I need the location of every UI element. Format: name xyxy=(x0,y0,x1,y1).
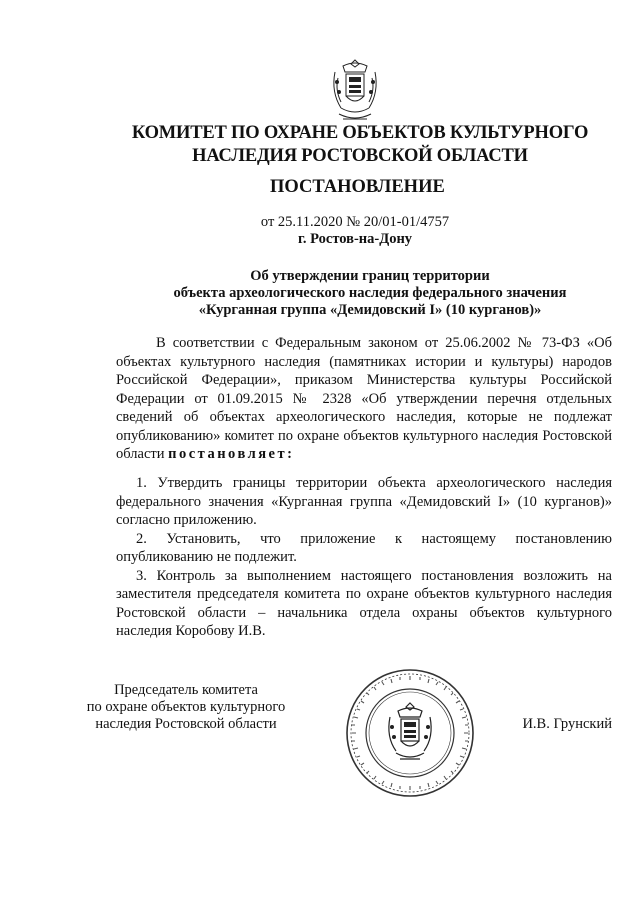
preamble-paragraph xyxy=(116,334,612,464)
resolves-word: постановляет: xyxy=(168,446,295,462)
signer-position-line1: Председатель комитета xyxy=(114,682,258,698)
document-number: от 25.11.2020 № 20/01-01/4757 xyxy=(260,214,450,230)
coat-of-arms-icon xyxy=(329,58,381,124)
subject-line3: «Курганная группа «Демидовский I» (10 курганов)» xyxy=(198,302,542,318)
document-type: ПОСТАНОВЛЕНИЕ xyxy=(270,177,445,197)
resolution-item-3: 3. Контроль за выполнением настоящего постановления возложить на заместителя председателя комитета по охране объектов культурного наследия Ростовской области – начальника отдела охраны объектов культурного наследия Коробову И.В. xyxy=(116,567,612,639)
committee-name xyxy=(130,122,590,168)
subject-line1: Об утверждении границ территории xyxy=(250,268,490,284)
signer-position-line3: наследия Ростовской области xyxy=(95,716,277,732)
preamble-text: В соответствии с Федеральным законом от 25.06.2002 № 73-ФЗ «Об объектах культурного наследия (памятниках истории и культуры) народов Российской Федерации», приказом Министерства культуры Российской Федерации от 01.09.2015 № 2328 «Об утверждении перечня отдельных сведений об объектах археологического наследия, которые не подлежат опубликованию» комитет по охране объектов культурного наследия Ростовской области xyxy=(116,335,612,462)
committee-name-line1: КОМИТЕТ ПО ОХРАНЕ ОБЪЕКТОВ КУЛЬТУРНОГО xyxy=(131,123,589,143)
document-subject xyxy=(120,268,620,319)
signer-name: И.В. Грунский xyxy=(522,716,612,732)
resolution-item-2: 2. Установить, что приложение к настоящему постановлению опубликованию не подлежит. xyxy=(116,530,612,565)
official-seal-icon xyxy=(344,667,476,799)
signer-position-line2: по охране объектов культурного xyxy=(86,699,286,715)
signer-position xyxy=(76,682,296,733)
resolution-items xyxy=(116,474,612,641)
resolution-item-1: 1. Утвердить границы территории объекта археологического наследия федерального значения «Курганная группа «Демидовский I» (10 курганов)» согласно приложению. xyxy=(116,475,612,528)
subject-line2: объекта археологического наследия федерального значения xyxy=(173,285,567,301)
committee-name-line2: НАСЛЕДИЯ РОСТОВСКОЙ ОБЛАСТИ xyxy=(192,146,528,166)
document-city: г. Ростов-на-Дону xyxy=(297,231,413,247)
